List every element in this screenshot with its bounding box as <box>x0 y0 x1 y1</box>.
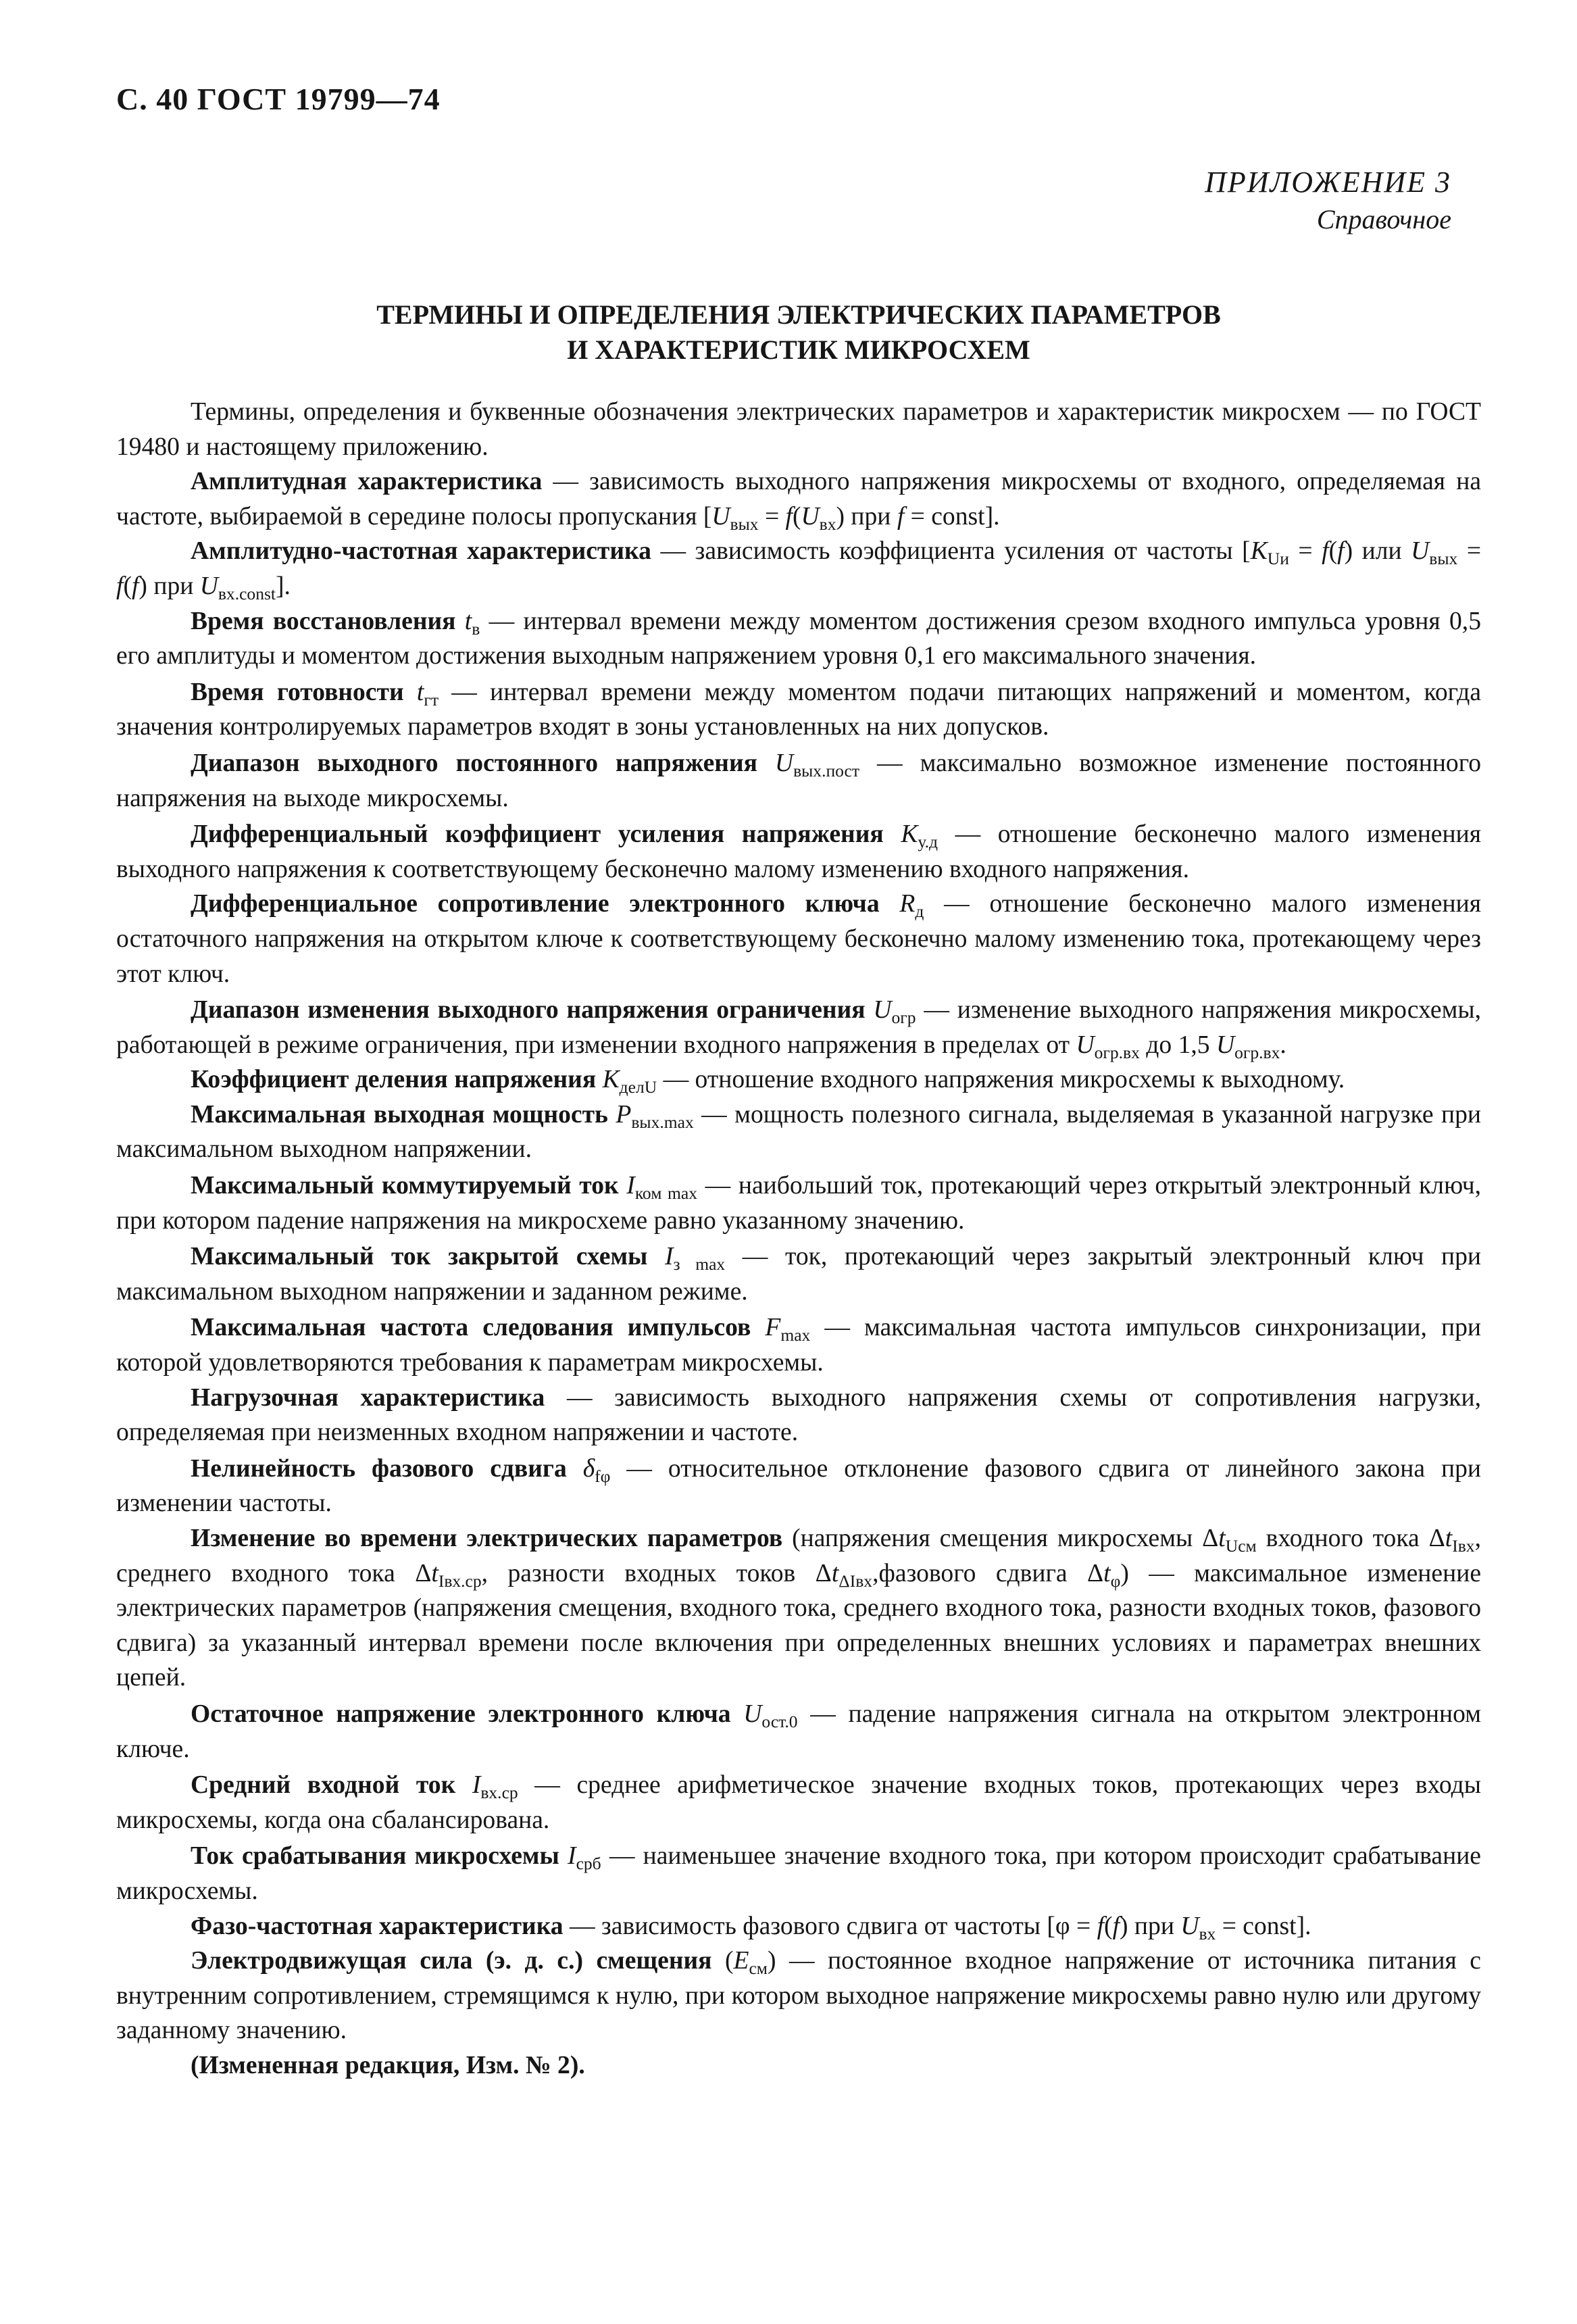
appendix-label <box>1205 165 1451 235</box>
symbol: f <box>116 572 124 600</box>
text: . <box>1280 1031 1286 1059</box>
text: — максимальная частота импульсов синхронизации, при которой удовлетворяются требования к параметрам микросхемы. <box>116 1314 1481 1377</box>
symbol: R <box>899 890 916 918</box>
symbol: t <box>431 1559 439 1587</box>
definition-voltage-division-ratio <box>116 1062 1481 1097</box>
definition-amplitude-frequency-characteristic <box>116 534 1481 603</box>
text: ) — постоянное входное напряжение от источника питания с внутренним сопротивлением, стремящимся к нулю, при котором выходное напряжение микросхемы равно нулю или другому заданному значению. <box>116 1947 1481 2045</box>
subscript: fφ <box>595 1466 611 1486</box>
text: — зависимость коэффициента усиления от частоты [ <box>651 537 1251 566</box>
symbol: U <box>711 502 730 530</box>
subscript: ком max <box>634 1183 697 1204</box>
text: = <box>1288 537 1322 566</box>
text: ]. <box>276 572 291 600</box>
definition-max-closed-current <box>116 1239 1481 1309</box>
term: Дифференциальный коэффициент усиления напряжения <box>191 820 884 849</box>
text: — ток, протекающий через закрытый электронный ключ при максимальном выходном напряжении и заданном режиме. <box>116 1243 1481 1306</box>
symbol: f <box>785 502 793 530</box>
symbol: F <box>765 1314 781 1342</box>
subscript: φ <box>1110 1571 1121 1591</box>
text: = <box>1457 537 1482 566</box>
text: (напряжения смещения микросхемы Δ <box>782 1525 1219 1552</box>
text: — интервал времени между моментом подачи питающих напряжений и моментом, когда значения контролируемых параметров входят в зоны установленных на них допусков. <box>116 678 1482 741</box>
term: Коэффициент деления напряжения <box>191 1066 597 1094</box>
term: Нелинейность фазового сдвига <box>191 1454 567 1483</box>
text: ) при <box>139 572 200 600</box>
term: Фазо-частотная характеристика <box>191 1912 564 1940</box>
text: ,фазового сдвига Δ <box>872 1559 1104 1587</box>
subscript: Uи <box>1267 549 1289 569</box>
symbol: I <box>665 1243 674 1271</box>
symbol: E <box>733 1947 749 1975</box>
definition-residual-voltage <box>116 1697 1481 1766</box>
term: Средний входной ток <box>191 1771 456 1800</box>
text: ( <box>1328 537 1338 566</box>
term: Электродвижущая сила (э. д. с.) смещения <box>191 1947 712 1975</box>
symbol: I <box>568 1842 576 1871</box>
subscript: делU <box>619 1077 657 1097</box>
symbol: t <box>831 1559 839 1587</box>
symbol: U <box>1411 537 1430 566</box>
revision-note-text: (Измененная редакция, Изм. № 2). <box>191 2051 585 2079</box>
term: Диапазон выходного постоянного напряжения <box>191 749 757 777</box>
subscript: срб <box>576 1854 601 1874</box>
text: — зависимость выходного напряжения микросхемы от входного, определяемая на частоте, выбираемой в середине полосы пропускания [ <box>116 468 1481 530</box>
text: — мощность полезного сигнала, выделяемая в указанной нагрузке при максимальном выходном напряжении. <box>116 1100 1481 1164</box>
subscript: огр <box>891 1008 916 1028</box>
symbol: U <box>743 1700 762 1728</box>
definition-ready-time <box>116 675 1481 745</box>
text: — изменение выходного напряжения микросхемы, работающей в режиме ограничения, при изменении входного напряжения в пределах от <box>116 996 1481 1059</box>
revision-note <box>116 2048 1481 2083</box>
symbol: t <box>1445 1525 1453 1552</box>
text: — интервал времени между моментом достижения срезом входного импульса уровня 0,5 его амплитуды и моментом достижения выходным напряжением уровня 0,1 его максимального значения. <box>116 607 1481 670</box>
subscript: вх <box>819 514 836 534</box>
subscript: ΔIвх <box>838 1571 873 1591</box>
text: — отношение бесконечно малого изменения остаточного напряжения на открытом ключе к соответствующему бесконечно малому изменению тока, протекающему через этот ключ. <box>116 890 1481 988</box>
subscript: д <box>915 901 924 922</box>
symbol: f <box>131 572 139 600</box>
text: — относительное отклонение фазового сдвига от линейного закона при изменении частоты. <box>116 1454 1481 1518</box>
subscript: з max <box>673 1254 726 1275</box>
symbol: t <box>416 678 424 706</box>
definition-offset-emf <box>116 1944 1481 2048</box>
definition-limiting-voltage-range <box>116 993 1481 1062</box>
symbol: f <box>897 502 905 530</box>
text: — наибольший ток, протекающий через открытый электронный ключ, при котором падение напряжения на микросхеме равно указанному значению. <box>116 1172 1481 1235</box>
subscript: вых <box>730 514 759 534</box>
term: Остаточное напряжение электронного ключа <box>191 1700 731 1728</box>
subscript: вых.пост <box>793 761 860 781</box>
text: входного тока Δ <box>1256 1525 1445 1552</box>
appendix-type: Справочное <box>1316 204 1451 234</box>
text: — зависимость выходного напряжения схемы от сопротивления нагрузки, определяемая при неизменных входном напряжении и частоте. <box>116 1383 1482 1447</box>
symbol: f <box>1337 537 1345 566</box>
text: — отношение бесконечно малого изменения выходного напряжения к соответствующему бесконечно малому изменению входного напряжения. <box>116 820 1481 883</box>
symbol: I <box>626 1172 635 1200</box>
symbol: f <box>1097 1912 1105 1940</box>
symbol: P <box>616 1100 632 1129</box>
text: ( <box>123 572 132 600</box>
symbol: U <box>774 749 794 777</box>
text: ( <box>793 502 801 530</box>
term: Изменение во времени электрических параметров <box>191 1525 783 1552</box>
subscript: max <box>780 1325 811 1345</box>
definition-phase-nonlinearity <box>116 1452 1481 1521</box>
text: ( <box>711 1947 734 1975</box>
term: Ток срабатывания микросхемы <box>191 1842 559 1871</box>
text: ) при <box>1120 1912 1181 1940</box>
symbol: U <box>873 996 892 1024</box>
subscript: вх <box>1199 1923 1216 1944</box>
definition-max-output-power <box>116 1097 1481 1167</box>
definition-differential-resistance <box>116 887 1481 991</box>
symbol: K <box>1250 537 1268 566</box>
symbol: U <box>1216 1031 1235 1059</box>
symbol: f <box>1112 1912 1120 1940</box>
subscript: Iвх <box>1452 1536 1475 1556</box>
subscript: ост.0 <box>761 1712 798 1732</box>
page-header: С. 40 ГОСТ 19799—74 <box>116 82 441 116</box>
text: — отношение входного напряжения микросхемы к выходному. <box>657 1066 1345 1094</box>
text: — максимально возможное изменение постоянного напряжения на выходе микросхемы. <box>116 749 1481 812</box>
definition-load-characteristic <box>116 1381 1481 1450</box>
symbol: U <box>1076 1031 1095 1059</box>
appendix-number: ПРИЛОЖЕНИЕ 3 <box>1205 166 1451 199</box>
text: = const]. <box>904 502 1000 530</box>
text: = <box>758 502 786 530</box>
subscript: вх.ср <box>480 1783 518 1803</box>
text: ) — максимальное изменение электрических параметров (напряжения смещения, входного тока, среднего входного тока, разности входных токов, фазового сдвига) за указанный интервал времени после включения при определенных внешних условиях и параметрах внешних цепей. <box>116 1559 1481 1692</box>
symbol: δ <box>582 1454 595 1483</box>
term: Амплитудно-частотная характеристика <box>191 537 651 566</box>
subscript: вх.const <box>218 584 276 604</box>
symbol: U <box>801 502 820 530</box>
term: Амплитудная характеристика <box>191 468 543 496</box>
text: , среднего входного тока Δ <box>116 1525 1481 1587</box>
section-title-line-1: ТЕРМИНЫ И ОПРЕДЕЛЕНИЯ ЭЛЕКТРИЧЕСКИХ ПАРАМЕТРОВ <box>376 299 1221 330</box>
symbol: t <box>464 607 472 635</box>
definition-phase-frequency-characteristic <box>116 1909 1481 1944</box>
definition-output-dc-range <box>116 746 1481 816</box>
subscript: Uсм <box>1225 1536 1257 1556</box>
text: ) или <box>1344 537 1411 566</box>
definition-max-pulse-frequency <box>116 1310 1481 1380</box>
symbol: U <box>1180 1912 1199 1940</box>
text: = const]. <box>1216 1912 1311 1940</box>
definition-differential-gain <box>116 817 1481 887</box>
subscript: см <box>749 1958 768 1979</box>
term: Время готовности <box>191 678 404 706</box>
symbol: K <box>901 820 918 849</box>
term: Диапазон изменения выходного напряжения ограничения <box>191 996 866 1024</box>
text: — наименьшее значение входного тока, при котором происходит срабатывание микросхемы. <box>116 1842 1481 1905</box>
definition-parameter-drift <box>116 1521 1481 1696</box>
definition-average-input-current <box>116 1768 1481 1837</box>
symbol: U <box>199 572 218 600</box>
intro-paragraph: Термины, определения и буквенные обозначения электрических параметров и характеристик микросхем — по ГОСТ 19480 и настоящему приложению. <box>116 398 1481 461</box>
text: ( <box>1104 1912 1113 1940</box>
text: — зависимость фазового сдвига от частоты [φ = <box>563 1912 1097 1940</box>
term: Максимальный ток закрытой схемы <box>191 1243 648 1271</box>
term: Максимальная выходная мощность <box>191 1100 608 1129</box>
text: до 1,5 <box>1139 1031 1216 1059</box>
subscript: в <box>472 618 480 639</box>
subscript: Iвх.ср <box>438 1571 482 1591</box>
symbol: t <box>1218 1525 1226 1552</box>
term: Дифференциальное сопротивление электронного ключа <box>191 890 880 918</box>
section-title <box>116 297 1481 368</box>
subscript: вых.max <box>631 1112 694 1133</box>
subscript: огр.вх <box>1094 1042 1140 1062</box>
section-title-line-2: И ХАРАКТЕРИСТИК МИКРОСХЕМ <box>567 335 1030 365</box>
term: Время восстановления <box>191 607 456 635</box>
text: — среднее арифметическое значение входных токов, протекающих через входы микросхемы, когда она сбалансирована. <box>116 1771 1481 1834</box>
definition-max-switched-current <box>116 1168 1481 1238</box>
symbol: I <box>472 1771 481 1800</box>
text: ) при <box>836 502 897 530</box>
definition-amplitude-characteristic <box>116 464 1481 534</box>
subscript: вых <box>1429 549 1458 569</box>
definition-recovery-time <box>116 604 1481 674</box>
definition-trigger-current <box>116 1839 1481 1908</box>
term: Максимальный коммутируемый ток <box>191 1172 619 1200</box>
document-body <box>116 395 1481 2083</box>
term: Максимальная частота следования импульсов <box>191 1314 751 1342</box>
text: — падение напряжения сигнала на открытом электронном ключе. <box>116 1700 1481 1763</box>
subscript: у.д <box>918 832 938 852</box>
symbol: t <box>1103 1559 1111 1587</box>
symbol: K <box>602 1066 620 1094</box>
text: , разности входных токов Δ <box>481 1559 832 1587</box>
subscript: гт <box>424 689 439 710</box>
subscript: огр.вх <box>1234 1042 1280 1062</box>
term: Нагрузочная характеристика <box>191 1383 545 1412</box>
symbol: f <box>1322 537 1329 566</box>
